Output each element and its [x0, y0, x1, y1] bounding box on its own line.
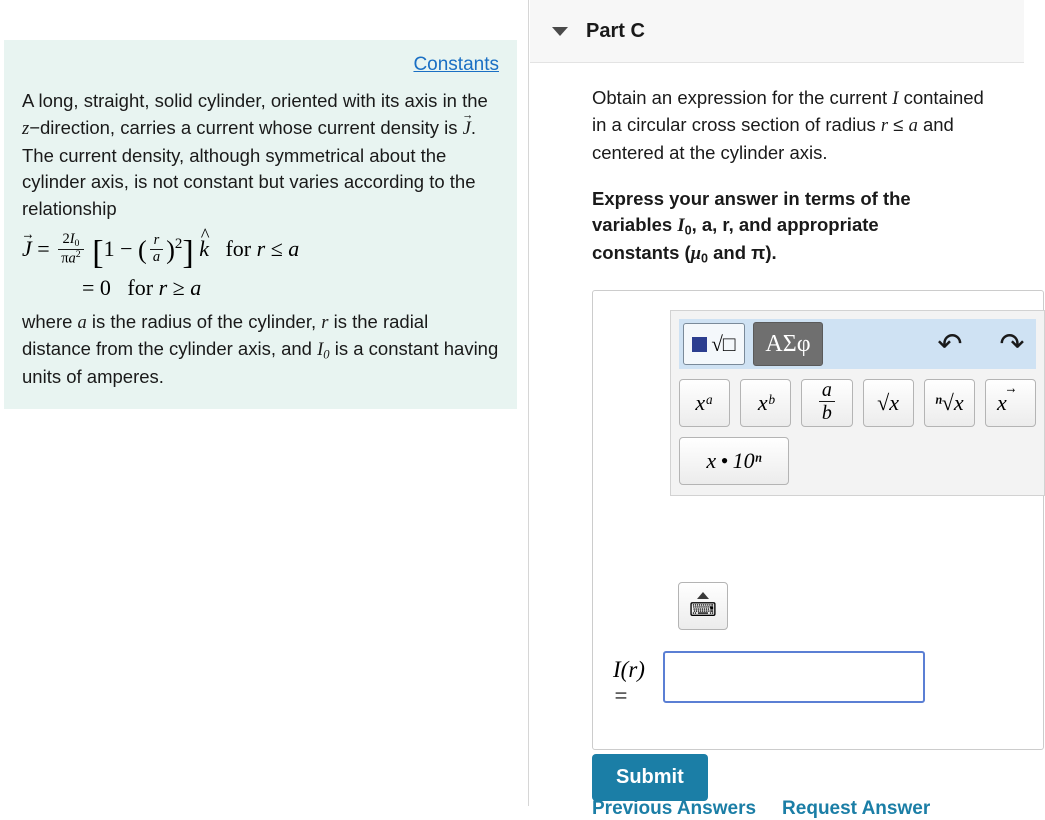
answer-input-label: [613, 651, 663, 710]
previous-answers-link[interactable]: Previous Answers: [592, 798, 757, 819]
question-body: [530, 63, 1024, 269]
keyboard-toggle-button[interactable]: [678, 582, 728, 630]
symbol-r: r: [321, 312, 329, 333]
equation-current-density-outside: = 0 for r ≥ a: [82, 274, 202, 300]
answer-input-row: [613, 651, 925, 710]
problem-text-part-3: . The current density, although symmetrical about the cylinder axis, is not constant but varies according to the relationship: [22, 116, 476, 220]
greek-symbols-label: ΑΣφ: [765, 330, 811, 357]
symbol-I0-subscript: 0: [323, 347, 330, 362]
problem-text-part-1: A long, straight, solid cylinder, oriented with its axis in the: [22, 90, 488, 111]
sqrt-button[interactable]: [863, 379, 914, 427]
symbol-mu: μ: [690, 244, 701, 265]
symbol-I: I: [892, 89, 899, 109]
problem-text-part-7: is a constant having units of amperes.: [22, 338, 499, 388]
math-toolbar-row-primary: [679, 319, 1036, 369]
instruction-part-2: , a, r, and appropriate constants (: [592, 214, 879, 264]
vector-button[interactable]: [985, 379, 1036, 427]
symbol-a: a: [77, 312, 87, 333]
part-header: [530, 0, 1024, 63]
answer-entry-box: [592, 290, 1044, 750]
power-button[interactable]: [679, 379, 730, 427]
symbol-I0-instruction: I: [677, 216, 685, 237]
template-math-button[interactable]: [683, 323, 745, 365]
instruction-part-1: Express your answer in terms of the variables: [592, 187, 911, 236]
problem-text-part-6: is the radial distance from the cylinder axis, and: [22, 310, 429, 360]
constants-link[interactable]: Constants: [413, 54, 499, 75]
chevron-down-icon[interactable]: [552, 27, 568, 36]
symbol-J-vector: → J: [463, 116, 471, 143]
filled-square-icon: [692, 337, 707, 352]
problem-text-part-4: where: [22, 310, 78, 332]
submit-button[interactable]: Submit: [592, 754, 708, 801]
symbol-mu-sub: 0: [700, 251, 708, 266]
symbol-I0-instruction-sub: 0: [684, 223, 692, 238]
problem-pane: [0, 0, 529, 806]
undo-glyph: ↶: [937, 327, 963, 361]
vector-label: → x⃗: [997, 390, 1024, 416]
answer-input[interactable]: [663, 651, 925, 703]
instruction-part-3: and π).: [707, 242, 777, 264]
question-text-part-1: Obtain an expression for the current: [592, 87, 893, 108]
math-toolbar: [670, 310, 1045, 496]
subscript-label: xᵇ: [757, 390, 774, 415]
problem-statement-card: [4, 40, 517, 409]
problem-paragraph-1: [22, 88, 499, 223]
question-prompt: [592, 85, 988, 166]
redo-icon[interactable]: [992, 324, 1032, 364]
subscript-button[interactable]: [740, 379, 791, 427]
caret-up-icon: [697, 592, 709, 599]
question-text-le: ≤: [888, 114, 909, 136]
answer-input-label-bottom: =: [613, 683, 629, 709]
symbol-I0: I: [317, 340, 324, 361]
nth-root-button[interactable]: [924, 379, 975, 427]
redo-glyph: ↷: [999, 327, 1025, 361]
answer-input-label-top: I(r): [613, 657, 645, 682]
scientific-notation-button[interactable]: [679, 437, 789, 485]
request-answer-link[interactable]: Request Answer: [782, 798, 931, 819]
symbol-a-question: a: [908, 116, 918, 137]
problem-paragraph-2: [22, 309, 499, 391]
problem-text-part-5: is the radius of the cylinder,: [86, 310, 322, 332]
fraction-button[interactable]: $\frac{a}{b}$: [801, 379, 852, 427]
part-title: Part C: [586, 19, 645, 42]
equation-current-density: → J = $\frac{2I_0}{\pi a^2}$ [1 − ( $\frac{r}{a}$ )$^2$] ^ k for r ≤ a: [22, 233, 499, 273]
problem-text-part-2: −direction, carries a current whose current density is: [29, 116, 463, 138]
question-text-part-3: and centered at the cylinder axis.: [592, 114, 954, 163]
question-text-part-2: contained in a circular cross section of radius: [592, 87, 984, 136]
sqrt-label: √x: [877, 390, 900, 415]
keyboard-icon: ⌨: [689, 600, 717, 621]
math-toolbar-row-functions: [679, 379, 1036, 427]
symbol-z: z: [22, 118, 30, 139]
answer-action-links: [592, 798, 930, 820]
power-label: xᵃ: [695, 390, 714, 415]
scientific-notation-label: x • 10ⁿ: [706, 448, 762, 473]
template-math-label: √□: [711, 331, 736, 356]
greek-symbols-button[interactable]: [753, 322, 823, 366]
symbol-r-question: r: [880, 116, 889, 137]
answer-instruction: [592, 186, 964, 269]
undo-icon[interactable]: [930, 324, 970, 364]
math-toolbar-row-scientific: [679, 437, 1036, 485]
nth-root-label: ⁿ√x: [934, 390, 964, 415]
